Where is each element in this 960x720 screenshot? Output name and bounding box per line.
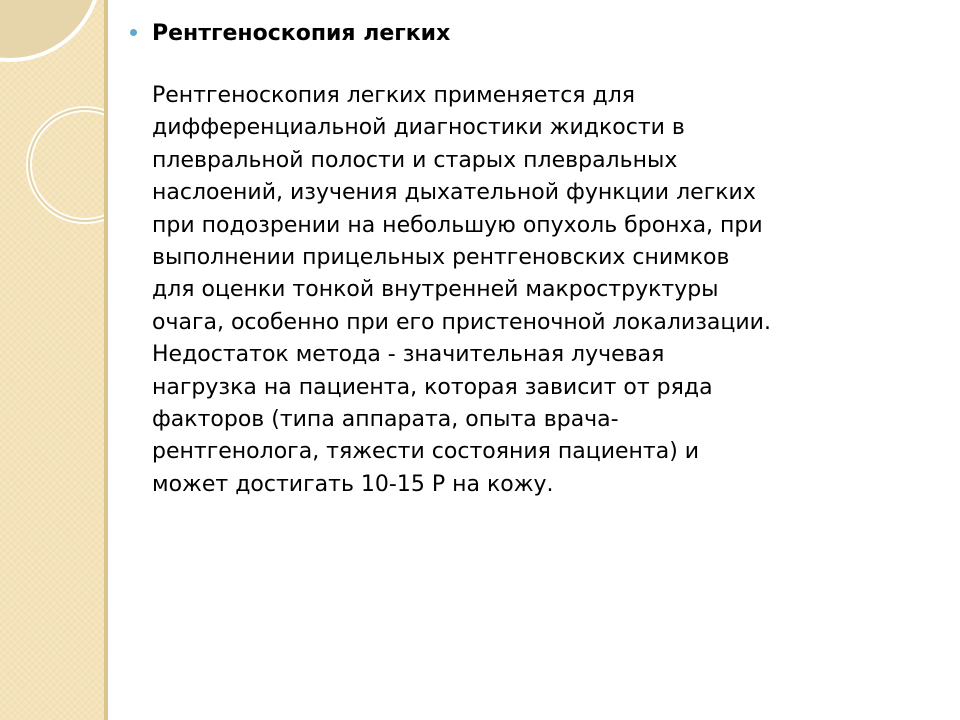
body-line: для оценки тонкой внутренней макроструктуры [152, 277, 719, 303]
body-line: факторов (типа аппарата, опыта врача- [152, 407, 619, 433]
slide-content [130, 18, 920, 501]
body-line: может достигать 10-15 Р на кожу. [152, 471, 554, 497]
body-line: при подозрении на небольшую опухоль бронха, при [152, 212, 763, 238]
body-line: Рентгеноскопия легких применяется для [152, 83, 636, 108]
body-line: выполнении прицельных рентгеновских снимков [152, 245, 730, 271]
side-panel-border [104, 0, 108, 720]
body-line: рентгенолога, тяжести состояния пациента) и [152, 439, 700, 465]
slide-title: Рентгеноскопия легких [152, 21, 451, 46]
body-line: наслоений, изучения дыхательной функции легких [152, 180, 756, 206]
decorative-ring-shadow [29, 109, 104, 221]
decorative-ring [29, 109, 104, 221]
decorative-arc-top [0, 0, 100, 60]
decorative-side-panel [0, 0, 104, 720]
body-line: Недостаток метода - значительная лучевая [152, 342, 665, 368]
body-line: очага, особенно при его пристеночной локализации. [152, 309, 771, 335]
bullet-item [130, 18, 920, 501]
slide-body-text [152, 80, 912, 501]
body-line: плевральной полости и старых плевральных [152, 147, 678, 173]
body-line: дифференциальной диагностики жидкости в [152, 115, 685, 141]
decorative-circles-graphic [0, 0, 104, 720]
bullet-dot-icon [130, 29, 137, 36]
body-line: нагрузка на пациента, которая зависит от ряда [152, 374, 713, 400]
